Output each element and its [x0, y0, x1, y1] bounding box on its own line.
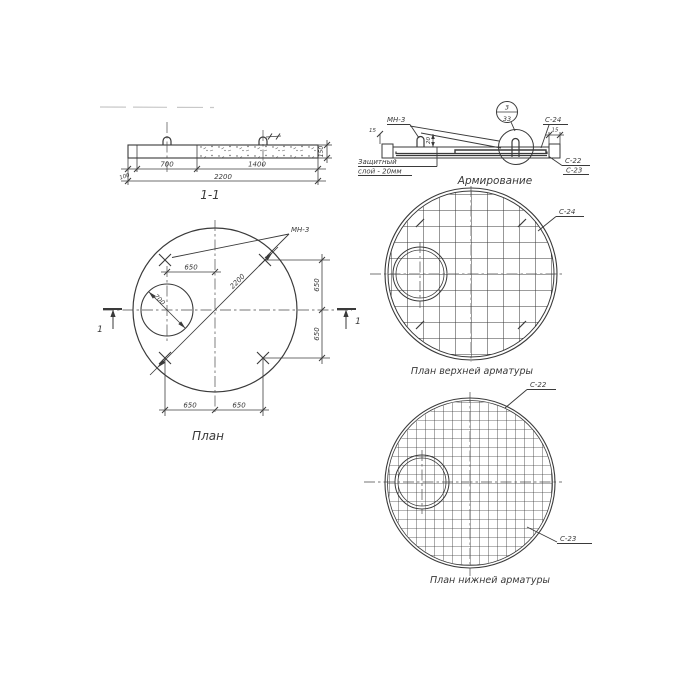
lower-mesh-view — [364, 381, 592, 586]
dim-650-right-lower: 650 — [313, 327, 321, 341]
c22-label: С-22 — [565, 157, 582, 165]
detail-number: 3 — [504, 103, 510, 112]
reinforcement-view — [358, 102, 590, 188]
upper-mesh-view — [370, 186, 584, 377]
dim-700-label: 700 — [160, 160, 174, 169]
dim-15-left: 15 — [369, 128, 376, 134]
detail-sheet: 33 — [502, 115, 512, 123]
dim-100-label: 100 — [118, 172, 131, 182]
dim-thickness-label: 150 — [318, 145, 325, 158]
slab-end-hatch — [128, 145, 137, 158]
mn3-hook-callout — [387, 116, 501, 148]
diagonal-diameter-dim — [150, 247, 278, 375]
dim-650-right-upper: 650 — [313, 278, 321, 292]
lifting-loop-icon — [512, 139, 519, 158]
dim-650-bottom-right: 650 — [232, 401, 246, 410]
section-mark-right: 1 — [355, 317, 361, 327]
c24-label: С-24 — [545, 116, 562, 124]
c22-c23-callout — [549, 157, 590, 175]
section-mark-left: 1 — [97, 325, 103, 335]
c23-label: С-23 — [566, 166, 583, 175]
c24-mesh-callout — [538, 208, 584, 231]
dim-15-right: 15 — [551, 127, 559, 134]
dim-20-label: 20 — [426, 137, 432, 144]
section-title: 1-1 — [200, 188, 220, 202]
plan-caption: План — [192, 429, 224, 443]
rebar-lines — [396, 150, 547, 156]
reinforcement-caption: Армирование — [457, 175, 533, 187]
c22-mesh-callout — [505, 381, 556, 408]
c22-label: С-22 — [530, 381, 547, 389]
hole-diameter-label: 700 — [152, 292, 167, 307]
section-cut-marks — [97, 309, 361, 335]
mn3-label: МН-3 — [291, 226, 310, 234]
bottom-rebar-c22 — [396, 152, 547, 154]
dim-2200-label: 2200 — [214, 173, 232, 181]
upper-mesh-caption: План верхней арматуры — [410, 366, 534, 377]
dim-1400-label: 1400 — [248, 160, 266, 169]
end-dims — [369, 128, 564, 148]
c23-label: С-23 — [560, 535, 577, 543]
loop-mark-icon — [159, 254, 171, 266]
c24-label: С-24 — [559, 208, 576, 216]
concrete-speckle — [197, 145, 318, 158]
cover-note-line2: слой - 20мм — [358, 167, 402, 176]
cover-layer-note — [358, 147, 437, 176]
dim-650-bottom-left: 650 — [183, 401, 197, 410]
dim-650-top: 650 — [184, 263, 198, 272]
slab-body — [128, 145, 318, 158]
lifting-loop-icon — [417, 137, 424, 148]
cover-note-line1: Защитный — [358, 158, 397, 166]
mn3-label: МН-3 — [387, 116, 406, 124]
lower-mesh-caption: План нижней арматуры — [430, 575, 550, 586]
plan-diameter-label: 2200 — [228, 272, 247, 291]
plan-view — [97, 220, 361, 443]
section-view-1-1 — [119, 122, 332, 202]
scan-artifact-line — [100, 107, 214, 108]
